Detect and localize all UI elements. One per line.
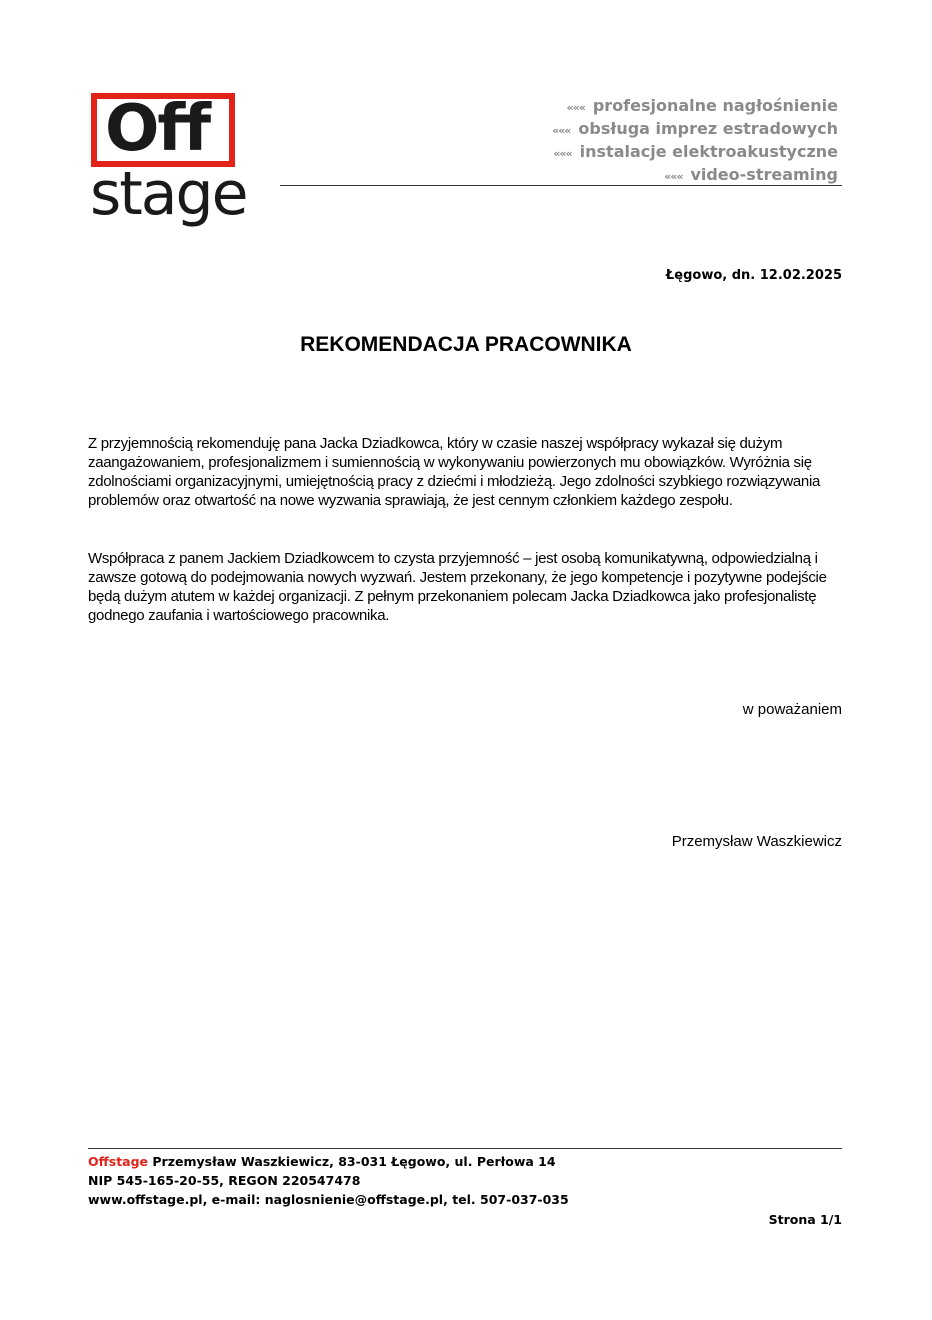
chevron-left-icon: ««« — [664, 170, 683, 183]
logo-stage-text: stage — [90, 159, 247, 229]
footer-contact — [88, 1152, 569, 1209]
header-divider — [280, 185, 842, 186]
chevron-left-icon: ««« — [566, 101, 585, 114]
footer-line-1: Offstage Przemysław Waszkiewicz, 83-031 Łęgowo, ul. Perłowa 14 — [88, 1154, 556, 1169]
logo-off-text: Off — [91, 93, 235, 167]
company-logo — [90, 92, 275, 232]
tagline-1: ««« profesjonalne nagłośnienie — [566, 96, 838, 115]
closing-phrase: w poważaniem — [742, 701, 842, 718]
footer-brand: Offstage — [88, 1154, 149, 1169]
chevron-left-icon: ««« — [552, 124, 571, 137]
footer-divider — [88, 1148, 842, 1149]
paragraph-2: Współpraca z panem Jackiem Dziadkowcem to czysta przyjemność – jest osobą komunikatywną, odpowiedzialną i zawsze gotową do podejmowania nowych wyzwań. Jestem przekonany, że jego kompetencje i pozytywne podejście będą dużym atutem w każdej organizacji. Z pełnym przekonaniem polecam Jacka Dziadkowca jako profesjonalistę godnego zaufania i wartościowego pracownika. — [88, 550, 827, 624]
signature-name: Przemysław Waszkiewicz — [671, 833, 842, 850]
page-number: Strona 1/1 — [768, 1212, 842, 1227]
document-title: REKOMENDACJA PRACOWNIKA — [300, 333, 632, 356]
tagline-3: ««« instalacje elektroakustyczne — [553, 142, 838, 161]
footer-line-3: www.offstage.pl, e-mail: naglosnienie@offstage.pl, tel. 507-037-035 — [88, 1192, 569, 1207]
footer-line-2: NIP 545-165-20-55, REGON 220547478 — [88, 1173, 361, 1188]
document-date: Łęgowo, dn. 12.02.2025 — [665, 268, 842, 283]
paragraph-1: Z przyjemnością rekomenduję pana Jacka Dziadkowca, który w czasie naszej współpracy wykazał się dużym zaangażowaniem, profesjonalizmem i sumiennością w wykonywaniu powierzonych mu obowiązków. Wyróżnia się zdolnościami organizacyjnymi, umiejętnością pracy z dziećmi i młodzieżą. Jego zdolności szybkiego rozwiązywania problemów oraz otwartość na nowe wyzwania sprawiają, że jest cennym członkiem każdego zespołu. — [88, 435, 821, 509]
chevron-left-icon: ««« — [553, 147, 572, 160]
tagline-4: ««« video-streaming — [664, 165, 838, 184]
tagline-2: ««« obsługa imprez estradowych — [552, 119, 838, 138]
